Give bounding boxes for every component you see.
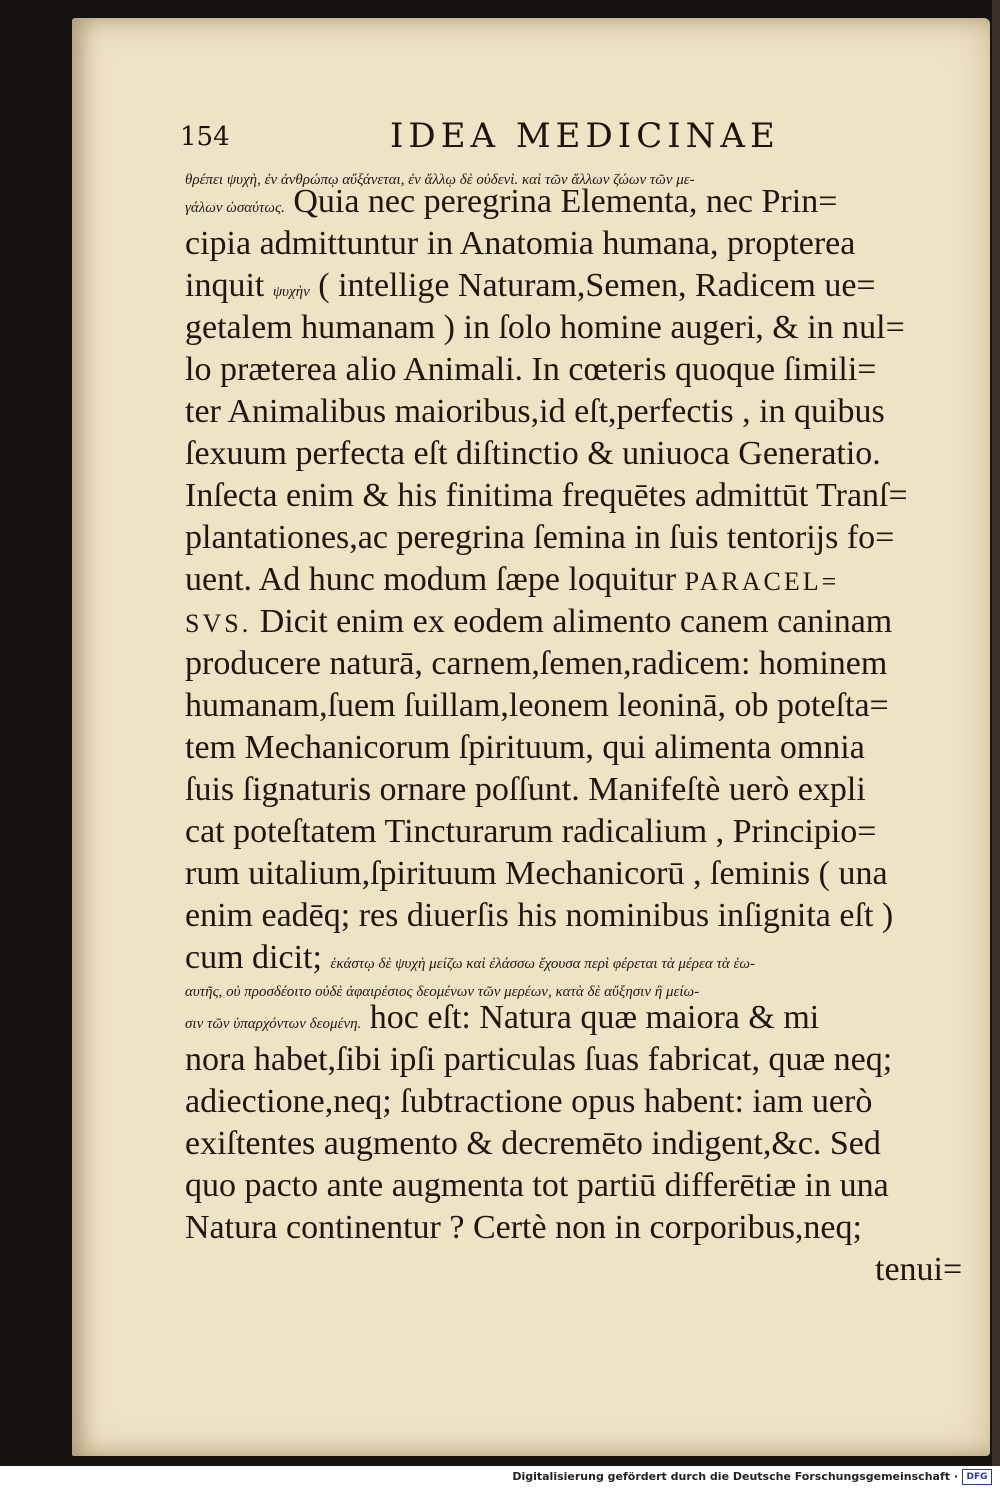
text-line-7: ter Animalibus maioribus,id eſt,perfectis , in quibus	[185, 393, 885, 430]
text-line-12	[185, 602, 892, 644]
text-line-19: enim eadēq; res diuerſis his nominibus inſignita eſt )	[185, 897, 894, 934]
text-fragment: Dicit enim ex eodem alimento canem caninam	[259, 603, 893, 640]
greek-word: ψυχὴν	[272, 284, 310, 300]
footer-bar	[0, 1466, 1000, 1490]
greek-quote-1: ἑκάστῳ δὲ ψυχὴ μείζω καὶ ἐλάσσω ἔχουσα περὶ φέρεται τὰ μέρεα τὰ ἑω-	[330, 956, 755, 972]
text-line-27: Natura continentur ? Certè non in corporibus,neq;	[185, 1209, 862, 1246]
text-line-25: exiſtentes augmento & decremēto indigent,&c. Sed	[185, 1125, 881, 1162]
scan-edge	[992, 0, 1000, 1466]
text-fragment: inquit	[185, 267, 265, 304]
text-line-5: getalem humanam ) in ſolo homine augeri, & in nul=	[185, 309, 905, 346]
text-fragment: ( intellige Naturam,Semen, Radicem ue=	[318, 267, 876, 304]
text-line-17: cat poteſtatem Tincturarum radicalium , Principio=	[185, 813, 877, 850]
funding-credit: Digitalisierung gefördert durch die Deutsche Forschungsgemeinschaft ·	[512, 1470, 958, 1483]
page-number: 154	[180, 122, 230, 152]
text-line-23: nora habet,ſibi ipſi particulas ſuas fabricat, quæ neq;	[185, 1041, 893, 1078]
text-line-16: ſuis ſignaturis ornare poſſunt. Manifeſtè uerò expli	[185, 771, 866, 808]
text-line-18: rum uitalium,ſpirituum Mechanicorū , ſeminis ( una	[185, 855, 888, 892]
text-line-2	[185, 182, 837, 228]
text-fragment: uent. Ad hunc modum ſæpe loquitur	[185, 561, 677, 598]
page-header	[180, 116, 800, 156]
text-line-24: adiectione,neq; ſubtractione opus habent: iam uerò	[185, 1083, 873, 1120]
text-line-10: plantationes,ac peregrina ſemina in ſuis tentorijs fo=	[185, 519, 895, 556]
name-paracelsus-end: SVS.	[185, 609, 252, 638]
text-line-11	[185, 560, 839, 602]
text-line-9: Inſecta enim & his finitima frequētes admittūt Tranſ=	[185, 477, 908, 514]
text-line-3: cipia admittuntur in Anatomia humana, propterea	[185, 225, 856, 262]
text-fragment: cum dicit;	[185, 939, 322, 976]
text-line-26: quo pacto ante augmenta tot partiū differētiæ in una	[185, 1167, 889, 1204]
text-line-14: humanam,ſuem ſuillam,leonem leoninā, ob poteſta=	[185, 687, 889, 724]
text-line-13: producere naturā, carnem,ſemen,radicem: hominem	[185, 645, 888, 682]
dfg-logo-icon: DFG	[962, 1469, 992, 1485]
text-line-8: ſexuum perfecta eſt diſtinctio & uniuoca Generatio.	[185, 435, 881, 472]
name-paracelsus: PARACEL=	[684, 567, 840, 596]
greek-line-2: γάλων ὡσαύτως.	[185, 200, 285, 216]
running-title: IDEA MEDICINAE	[390, 116, 780, 156]
catchword: tenui=	[875, 1251, 963, 1288]
greek-quote-3: σιν τῶν ὑπαρχόντων δεομένη.	[185, 1016, 362, 1032]
text-line-4	[185, 266, 876, 312]
greek-line-1: θρέπει ψυχὴ, ἐν ἀνθρώπῳ αὔξάνεται, ἐν ἄλλῳ δὲ οὐδενὶ. καὶ τῶν ἄλλων ζώων τῶν με-	[185, 172, 695, 188]
text-fragment: Quia nec peregrina Elementa, nec Prin=	[293, 183, 838, 220]
text-line-22	[185, 998, 819, 1044]
text-line-6: lo præterea alio Animali. In cœteris quoque ſimili=	[185, 351, 877, 388]
text-line-15: tem Mechanicorum ſpirituum, qui alimenta omnia	[185, 729, 865, 766]
text-fragment: hoc eſt: Natura quæ maiora & mi	[369, 999, 820, 1036]
greek-quote-2: αυτῆς, οὐ προσδέοιτο οὐδὲ ἀφαιρέσιος δεομένων τῶν μερέων, κατὰ δὲ αὔξησιν ἢ μείω-	[185, 984, 700, 1000]
